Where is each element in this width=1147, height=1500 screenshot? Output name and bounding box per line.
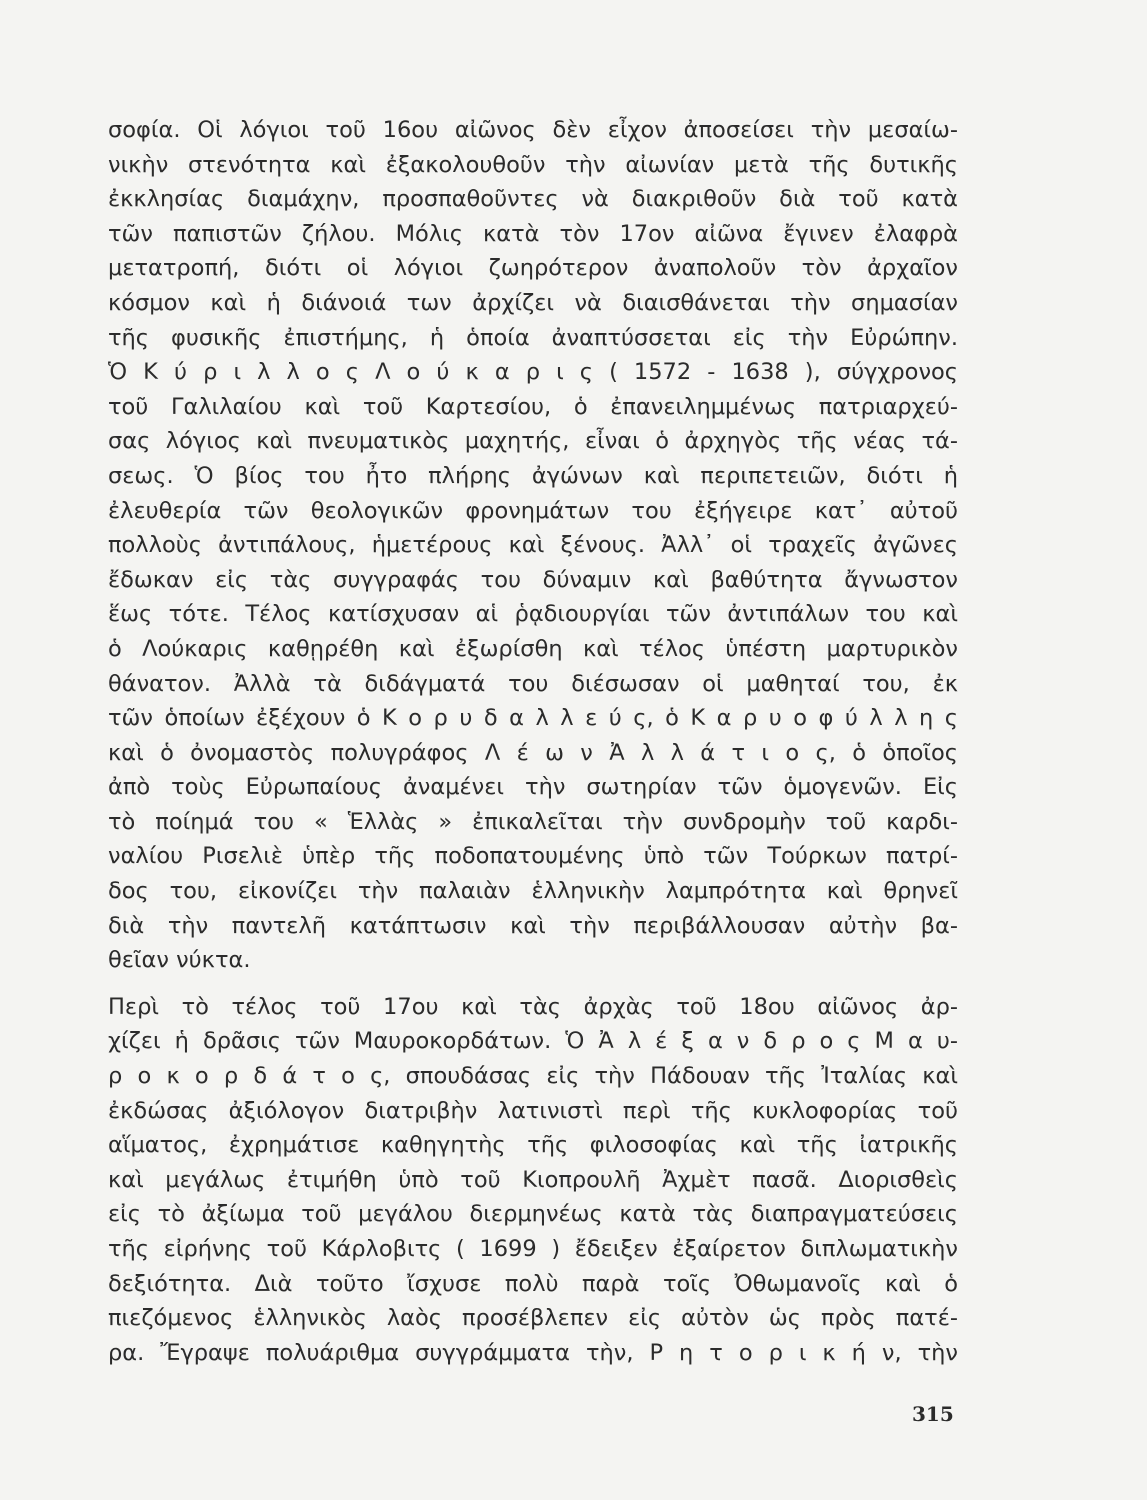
text-line: ἀπὸ τοὺς Εὐρωπαίους ἀναμένει τὴν σωτηρίαν τῶν ὁμογενῶν. Εἰς	[108, 774, 958, 801]
paragraph-1	[108, 113, 958, 978]
text-line: ἔδωκαν εἰς τὰς συγγραφάς του δύναμιν καὶ βαθύτητα ἄγνωστον	[108, 566, 958, 593]
text-line: ὁ Λούκαρις καθῃρέθη καὶ ἐξωρίσθη καὶ τέλος ὑπέστη μαρτυρικὸν	[108, 635, 958, 662]
text-line: αἵματος, ἐχρημάτισε καθηγητὴς τῆς φιλοσοφίας καὶ τῆς ἰατρικῆς	[108, 1132, 958, 1159]
text-line: σας λόγιος καὶ πνευματικὸς μαχητής, εἶναι ὁ ἀρχηγὸς τῆς νέας τά-	[108, 428, 958, 455]
text-line: πιεζόμενος ἑλληνικὸς λαὸς προσέβλεπεν εἰς αὐτὸν ὡς πρὸς πατέ-	[108, 1305, 958, 1332]
text-line: ρα. Ἔγραψε πολυάριθμα συγγράμματα τὴν, Ρ η τ ο ρ ι κ ή ν, τὴν	[108, 1339, 958, 1366]
text-line: θεῖαν νύκτα.	[108, 947, 251, 974]
text-line: δος του, εἰκονίζει τὴν παλαιὰν ἑλληνικὴν λαμπρότητα καὶ θρηνεῖ	[108, 878, 958, 905]
text-line: τοῦ Γαλιλαίου καὶ τοῦ Καρτεσίου, ὁ ἐπανειλημμένως πατριαρχεύ-	[108, 393, 958, 420]
paragraph-2	[108, 990, 958, 1371]
text-line: Ὁ Κ ύ ρ ι λ λ ο ς Λ ο ύ κ α ρ ι ς ( 1572 - 1638 ), σύγχρονος	[108, 359, 958, 386]
text-line: ἐλευθερία τῶν θεολογικῶν φρονημάτων του ἐξήγειρε κατ᾽ αὐτοῦ	[108, 497, 958, 524]
text-line: μετατροπή, διότι οἱ λόγιοι ζωηρότερον ἀναπολοῦν τὸν ἀρχαῖον	[108, 255, 958, 282]
text-line: ναλίου Ρισελιὲ ὑπὲρ τῆς ποδοπατουμένης ὑπὸ τῶν Τούρκων πατρί-	[108, 843, 958, 870]
text-line: διὰ τὴν παντελῆ κατάπτωσιν καὶ τὴν περιβάλλουσαν αὐτὴν βα-	[108, 912, 958, 939]
text-line: τῶν ὁποίων ἐξέχουν ὁ Κ ο ρ υ δ α λ λ ε ύ ς, ὁ Κ α ρ υ ο φ ύ λ λ η ς	[108, 705, 958, 732]
text-line: θάνατον. Ἀλλὰ τὰ διδάγματά του διέσωσαν οἱ μαθηταί του, ἐκ	[108, 670, 958, 697]
text-line: σοφία. Οἱ λόγιοι τοῦ 16ου αἰῶνος δὲν εἶχον ἀποσείσει τὴν μεσαίω-	[108, 117, 958, 143]
text-line: καὶ ὁ ὀνομαστὸς πολυγράφος Λ έ ω ν Ἀ λ λ ά τ ι ο ς, ὁ ὁποῖος	[108, 739, 958, 766]
text-line: καὶ μεγάλως ἐτιμήθη ὑπὸ τοῦ Κιοπρουλῆ Ἀχμὲτ πασᾶ. Διορισθεὶς	[108, 1166, 958, 1193]
body-text	[108, 113, 958, 1370]
text-line: δεξιότητα. Διὰ τοῦτο ἴσχυσε πολὺ παρὰ τοῖς Ὀθωμανοῖς καὶ ὁ	[108, 1270, 958, 1297]
text-line: τῆς φυσικῆς ἐπιστήμης, ἡ ὁποία ἀναπτύσσεται εἰς τὴν Εὐρώπην.	[108, 324, 958, 351]
text-line: ἐκκλησίας διαμάχην, προσπαθοῦντες νὰ διακριθοῦν διὰ τοῦ κατὰ	[108, 186, 958, 213]
text-line: τῆς εἰρήνης τοῦ Κάρλοβιτς ( 1699 ) ἔδειξεν ἐξαίρετον διπλωματικὴν	[108, 1236, 958, 1262]
text-line: ἕως τότε. Τέλος κατίσχυσαν αἱ ῥᾳδιουργίαι τῶν ἀντιπάλων του καὶ	[108, 601, 958, 628]
text-line: κόσμον καὶ ἡ διάνοιά των ἀρχίζει νὰ διαισθάνεται τὴν σημασίαν	[108, 289, 958, 316]
text-line: τὸ ποίημά του « Ἑλλὰς » ἐπικαλεῖται τὴν συνδρομὴν τοῦ καρδι-	[108, 808, 958, 835]
text-line: εἰς τὸ ἀξίωμα τοῦ μεγάλου διερμηνέως κατὰ τὰς διαπραγματεύσεις	[108, 1201, 958, 1228]
text-line: σεως. Ὁ βίος του ἦτο πλήρης ἀγώνων καὶ περιπετειῶν, διότι ἡ	[108, 462, 958, 489]
text-line: τῶν παπιστῶν ζήλου. Μόλις κατὰ τὸν 17ον αἰῶνα ἔγινεν ἐλαφρὰ	[108, 220, 958, 247]
text-line: πολλοὺς ἀντιπάλους, ἡμετέρους καὶ ξένους. Ἀλλ᾽ οἱ τραχεῖς ἀγῶνες	[108, 532, 958, 559]
paragraph-gap	[108, 978, 958, 990]
text-line: ἐκδώσας ἀξιόλογον διατριβὴν λατινιστὶ περὶ τῆς κυκλοφορίας τοῦ	[108, 1097, 958, 1124]
text-line: χίζει ἡ δρᾶσις τῶν Μαυροκορδάτων. Ὁ Ἀ λ έ ξ α ν δ ρ ο ς Μ α υ-	[108, 1028, 958, 1055]
text-line: νικὴν στενότητα καὶ ἐξακολουθοῦν τὴν αἰωνίαν μετὰ τῆς δυτικῆς	[108, 151, 958, 178]
text-line: ρ ο κ ο ρ δ ά τ ο ς, σπουδάσας εἰς τὴν Πάδουαν τῆς Ἰταλίας καὶ	[108, 1063, 958, 1090]
text-line: Περὶ τὸ τέλος τοῦ 17ου καὶ τὰς ἀρχὰς τοῦ 18ου αἰῶνος ἀρ-	[108, 993, 958, 1020]
page-number: 315	[912, 1402, 954, 1426]
